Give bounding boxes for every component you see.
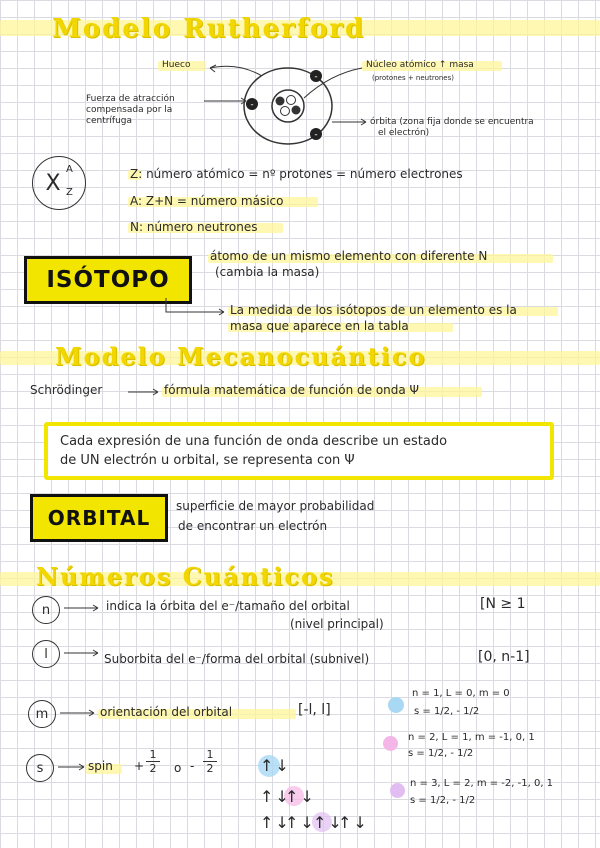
spin-pair: ↑↓ (285, 787, 316, 806)
rutherford-title: Modelo Rutherford (52, 14, 366, 44)
quantum-l-arrow (62, 647, 102, 659)
svg-text:-: - (250, 100, 254, 110)
example-2-line2: s = 1/2, - 1/2 (408, 748, 474, 759)
isotopo-average: La medida de los isótopos de un elemento es la (230, 303, 517, 317)
svg-text:-: - (314, 72, 318, 82)
orbital-definition: superficie de mayor probabilidad (176, 499, 375, 513)
quantum-n-sub: (nivel principal) (290, 617, 384, 631)
spin-pair: ↑↓ (313, 813, 344, 832)
numeros-title: Números Cuánticos (36, 562, 335, 591)
isotopo-definition: átomo de un mismo elemento con diferente N (210, 249, 488, 263)
wavefunction-line1: Cada expresión de una función de onda describe un estado (60, 434, 448, 449)
orbita-label: órbita (zona fija donde se encuentra (370, 117, 534, 127)
hueco-arrow (208, 62, 268, 82)
spin-pair: ↑↓ (260, 813, 291, 832)
formula-text: fórmula matemática de función de onda Ψ (164, 383, 419, 397)
orbital-box: ORBITAL (30, 494, 168, 542)
example-3-line2: s = 1/2, - 1/2 (410, 795, 476, 806)
nucleo-label: Núcleo atómico ↑ masa (366, 60, 474, 70)
spin-or: o (174, 761, 182, 775)
quantum-m-arrow (58, 707, 98, 719)
z-definition: Z: número atómico = nº protones = número electrones (130, 167, 463, 181)
quantum-n-arrow (62, 602, 102, 614)
quantum-n-circle: n (32, 596, 60, 624)
isotopo-definition-sub: (cambia la masa) (215, 265, 320, 279)
example-3-line1: n = 3, L = 2, m = -2, -1, 0, 1 (410, 778, 554, 789)
hueco-label: Hueco (162, 60, 191, 70)
isotopo-average-sub: masa que aparece en la tabla (230, 319, 409, 333)
spin-pair: ↑↓ (338, 813, 369, 832)
nucleo-arrow (300, 64, 366, 104)
wavefunction-line2: de UN electrón u orbital, se representa con Ψ (60, 453, 355, 468)
spin-fraction-negative: 1 2 (203, 748, 217, 775)
quantum-s-text: spin (88, 759, 113, 773)
fuerza-label: Fuerza de atracción compensada por la centrífuga (86, 94, 175, 126)
example-marker (388, 697, 404, 713)
wavefunction-box (44, 422, 554, 480)
example-1-line1: n = 1, L = 0, m = 0 (412, 688, 510, 699)
nucleus-particle (281, 107, 290, 116)
schrodinger-label: Schrödinger (30, 383, 103, 397)
example-marker (383, 736, 398, 751)
nucleus-particle (287, 96, 296, 105)
quantum-n-range: [N ≥ 1 (480, 596, 526, 612)
svg-text:-: - (314, 130, 318, 140)
quantum-l-text: Suborbita del e⁻/forma del orbital (subnivel) (104, 652, 370, 666)
isotopo-arrow (164, 296, 230, 320)
spin-pair: ↑↓ (285, 813, 316, 832)
quantum-s-circle: s (26, 754, 54, 782)
nucleus-particle (276, 97, 285, 106)
schrodinger-arrow (126, 385, 162, 397)
spin-pair: ↑↓ (260, 787, 291, 806)
example-1-line2: s = 1/2, - 1/2 (414, 706, 480, 717)
quantum-l-circle: l (32, 640, 60, 668)
mecano-title: Modelo Mecanocuántico (55, 342, 427, 371)
nucleus-particle (292, 106, 301, 115)
spin-pair: ↑↓ (260, 756, 291, 775)
fuerza-arrow (200, 95, 250, 107)
example-marker (390, 783, 405, 798)
spin-plus: + (134, 759, 145, 773)
quantum-s-arrow (56, 761, 88, 773)
a-definition: A: Z+N = número másico (130, 194, 284, 208)
orbita-sub: el electrón) (378, 128, 430, 138)
quantum-m-range: [-l, l] (298, 702, 331, 718)
quantum-m-circle: m (28, 700, 56, 728)
n-definition: N: número neutrones (130, 220, 258, 234)
isotopo-box: ISÓTOPO (24, 256, 192, 304)
quantum-l-range: [0, n-1] (478, 649, 530, 665)
orbital-definition-sub: de encontrar un electrón (178, 519, 328, 533)
spin-minus: - (190, 759, 195, 773)
nucleo-sub: (protones + neutrones) (372, 74, 454, 82)
orbita-arrow (330, 116, 370, 128)
example-2-line1: n = 2, L = 1, m = -1, 0, 1 (408, 732, 535, 743)
quantum-m-text: orientación del orbital (100, 705, 233, 719)
nuclide-notation: X A Z (32, 156, 86, 210)
spin-fraction-positive: 1 2 (146, 748, 160, 775)
quantum-n-text: indica la órbita del e⁻/tamaño del orbital (106, 599, 350, 613)
